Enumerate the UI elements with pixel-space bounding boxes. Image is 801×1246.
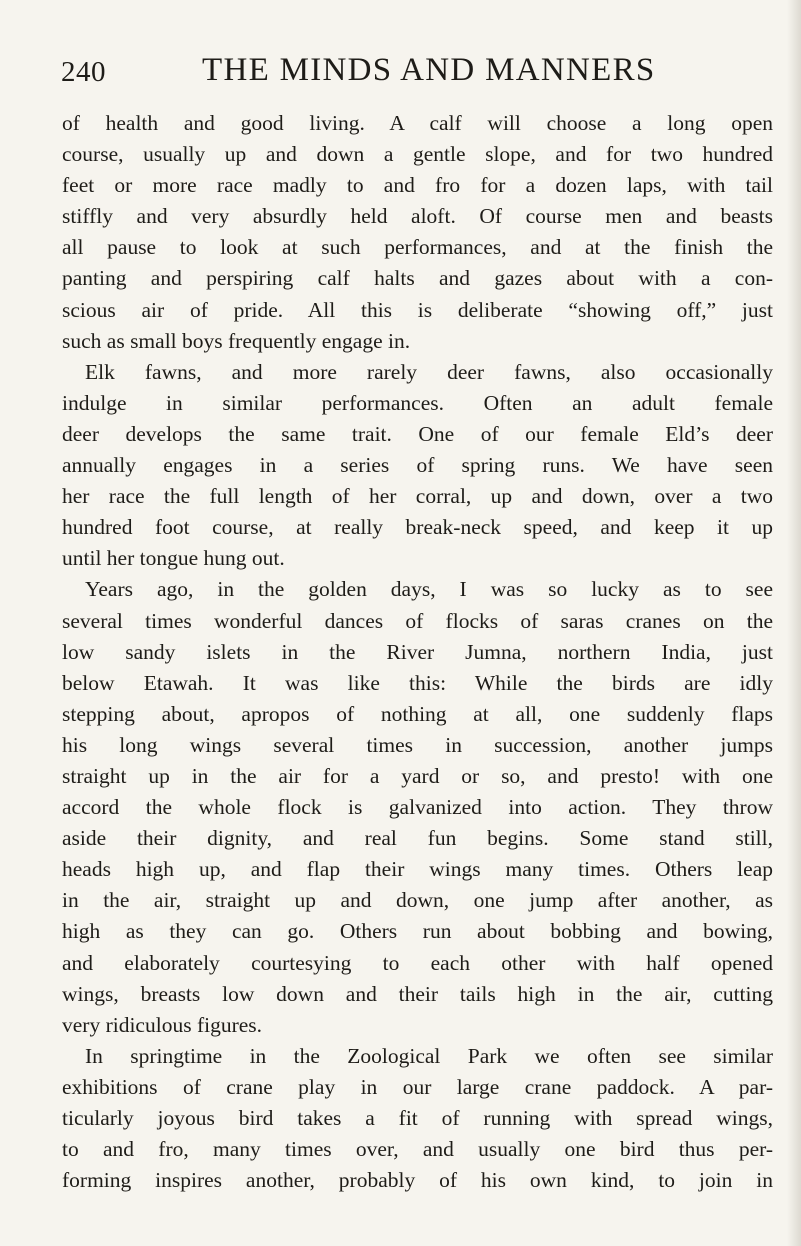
running-head: THE MINDS AND MANNERS (202, 52, 656, 88)
text-line: indulge in similar performances. Often an adult female (62, 390, 773, 415)
text-line: deer develops the same trait. One of our female Eld’s deer (62, 421, 773, 446)
text-line: wings, breasts low down and their tails high in the air, cutting (62, 981, 773, 1006)
text-line: scious air of pride. All this is deliberate “showing off,” just (62, 297, 773, 322)
text-line: feet or more race madly to and fro for a dozen laps, with tail (62, 173, 773, 198)
text-line: straight up in the air for a yard or so, and presto! with one (62, 763, 773, 788)
text-line: to and fro, many times over, and usually one bird thus per- (62, 1137, 773, 1162)
text-line: very ridiculous figures. (62, 1012, 263, 1037)
paragraph-first-line: Elk fawns, and more rarely deer fawns, also occasionally (85, 359, 773, 384)
text-line: ticularly joyous bird takes a fit of running with spread wings, (62, 1106, 773, 1130)
text-line: such as small boys frequently engage in. (62, 328, 411, 353)
page-edge-shadow (787, 0, 801, 1246)
body-text (62, 108, 773, 1196)
text-line: his long wings several times in succession, another jumps (62, 732, 773, 757)
paragraph-first-line: Years ago, in the golden days, I was so lucky as to see (85, 577, 773, 602)
text-line: aside their dignity, and real fun begins. Some stand still, (62, 826, 773, 851)
text-line: and elaborately courtesying to each other with half opened (62, 950, 773, 975)
text-line: accord the whole flock is galvanized into action. They throw (62, 795, 773, 820)
text-line: until her tongue hung out. (62, 546, 285, 571)
text-line: annually engages in a series of spring runs. We have seen (62, 453, 773, 478)
text-line: high as they can go. Others run about bobbing and bowing, (62, 919, 773, 944)
text-line: in the air, straight up and down, one jump after another, as (62, 888, 773, 913)
text-line: all pause to look at such performances, and at the finish the (62, 235, 773, 260)
text-line: panting and perspiring calf halts and gazes about with a con- (62, 266, 773, 291)
text-line: course, usually up and down a gentle slope, and for two hundred (62, 142, 773, 167)
paragraph-first-line: In springtime in the Zoological Park we often see similar (85, 1043, 773, 1068)
text-line: stepping about, apropos of nothing at all, one suddenly flaps (62, 701, 773, 726)
text-line: exhibitions of crane play in our large crane paddock. A par- (62, 1074, 773, 1099)
text-line: several times wonderful dances of flocks of saras cranes on the (62, 608, 773, 633)
text-line: forming inspires another, probably of his own kind, to join in (62, 1168, 773, 1193)
page-header (0, 52, 801, 96)
text-line: of health and good living. A calf will choose a long open (62, 111, 773, 135)
text-line: low sandy islets in the River Jumna, northern India, just (62, 639, 773, 664)
text-line: below Etawah. It was like this: While the birds are idly (62, 670, 773, 695)
text-line: her race the full length of her corral, up and down, over a two (62, 484, 773, 509)
text-line: heads high up, and flap their wings many times. Others leap (62, 857, 773, 882)
page-number: 240 (61, 56, 106, 88)
text-line: stiffly and very absurdly held aloft. Of course men and beasts (62, 204, 773, 229)
text-line: hundred foot course, at really break-neck speed, and keep it up (62, 515, 773, 540)
